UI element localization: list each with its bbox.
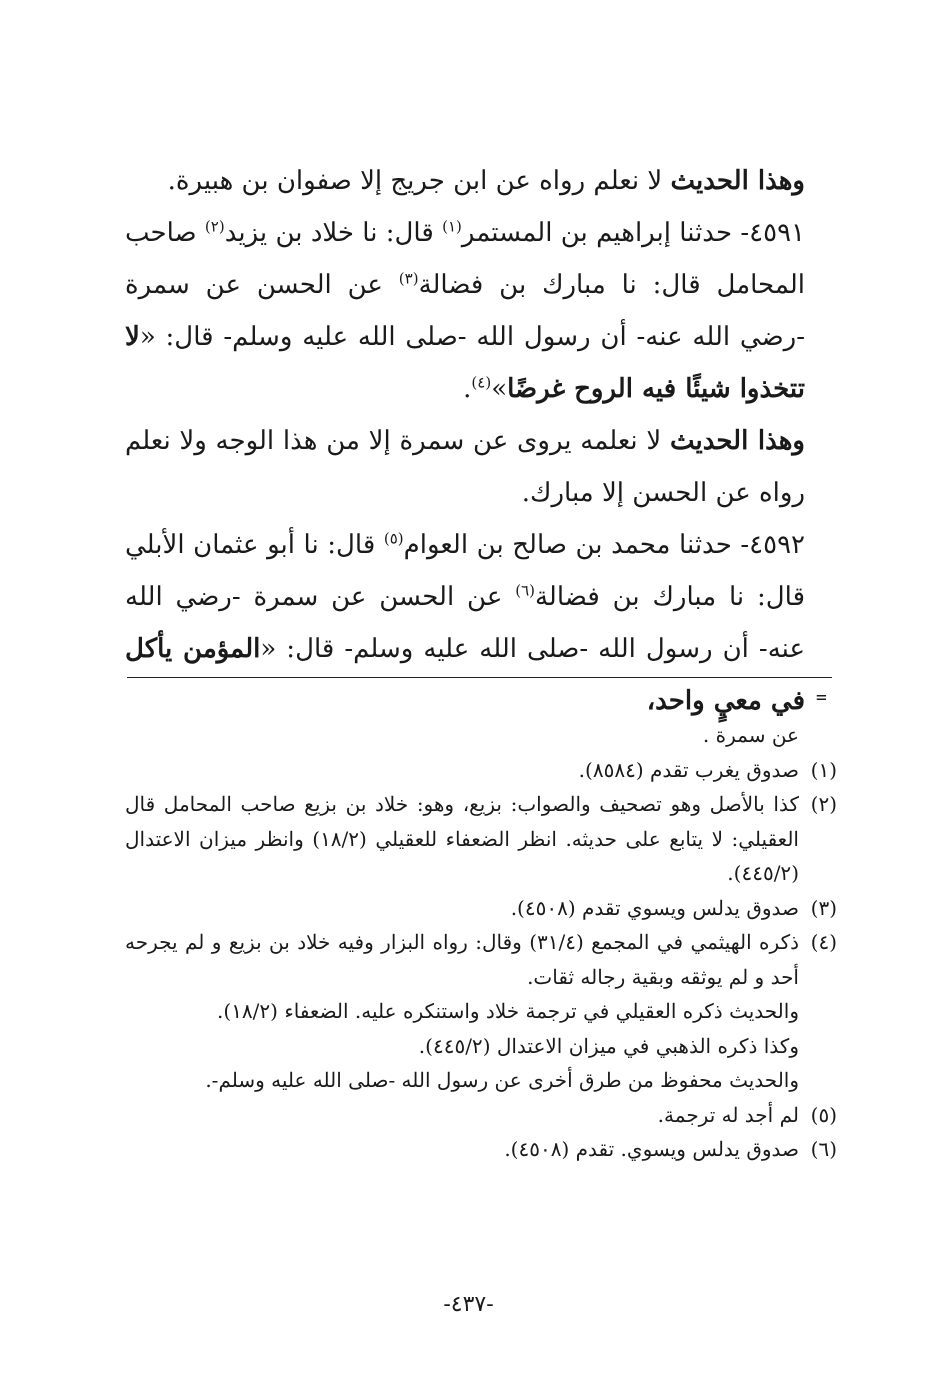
footnote-4 xyxy=(125,925,837,994)
footnote-number: (٣) xyxy=(810,895,837,920)
footnote-3 xyxy=(125,891,837,926)
footnote-ref-4[interactable]: (٤) xyxy=(471,373,492,392)
continuation-mark: = xyxy=(816,687,827,708)
footnote-separator xyxy=(127,677,832,678)
paragraph-text: لا نعلم رواه عن ابن جريج إلا صفوان بن هبيرة. xyxy=(167,166,663,196)
footnote-ref-6[interactable]: (٦) xyxy=(515,581,535,600)
quote-close: » xyxy=(491,374,508,404)
footnote-text: صدوق يغرب تقدم (٨٥٨٤). xyxy=(578,757,799,782)
footnote-text: ذكره الهيثمي في المجمع (٣١/٤) وقال: رواه البزار وفيه خلاد بن بزيع و لم يجرحه أحد و لم يوثقه وبقية رجاله ثقات. xyxy=(125,930,799,989)
footnote-number: (٥) xyxy=(810,1102,837,1127)
footnote-ref-2[interactable]: (٢) xyxy=(204,217,225,236)
footnote-text: صدوق يدلس ويسوي تقدم (٤٥٠٨). xyxy=(510,895,799,920)
hadith-4592 xyxy=(125,519,837,727)
footnote-4-continued: والحديث ذكره العقيلي في ترجمة خلاد واستنكره عليه. الضعفاء (١٨/٢). xyxy=(217,999,799,1023)
footnote-6 xyxy=(125,1132,837,1167)
footnotes xyxy=(125,718,837,1167)
isnad-text: صاحب المحامل قال: نا مبارك بن فضالة xyxy=(125,218,806,300)
footnote-number: (٢) xyxy=(810,792,837,816)
main-text xyxy=(125,155,837,727)
footnote-ref-5[interactable]: (٥) xyxy=(383,529,404,548)
isnad-text: قال: نا خلاد بن يزيد xyxy=(224,218,434,248)
paragraph-text: لا نعلمه يروى عن سمرة إلا من هذا الوجه ولا نعلم رواه عن الحسن إلا مبارك. xyxy=(125,426,805,508)
isnad-text: عن الحسن عن سمرة -رضي الله عنه- أن رسول الله -صلى الله عليه وسلم- قال: « xyxy=(125,270,805,352)
footnote-5 xyxy=(125,1098,837,1133)
hadith-4591 xyxy=(125,207,837,415)
footnote-carryover: عن سمرة . xyxy=(702,723,799,747)
hadith-number: ٤٥٩١- xyxy=(740,218,805,248)
paragraph-2 xyxy=(125,415,837,519)
page-number: -٤٣٧- xyxy=(443,1292,494,1317)
isnad-text: قال: نا أبو عثمان الأبلي قال: نا مبارك بن فضالة xyxy=(125,530,806,612)
lead-phrase: وهذا الحديث xyxy=(670,166,805,196)
footnote-ref-3[interactable]: (٣) xyxy=(398,269,419,288)
lead-phrase: وهذا الحديث xyxy=(669,426,805,456)
footnote-ref-1[interactable]: (١) xyxy=(442,217,462,236)
footnote-2 xyxy=(125,787,837,891)
footnote-number: (٤) xyxy=(810,930,837,954)
footnote-4-continued: والحديث محفوظ من طرق أخرى عن رسول الله -صلى الله عليه وسلم-. xyxy=(205,1068,799,1092)
footnote-text: صدوق يدلس ويسوي. تقدم (٤٥٠٨). xyxy=(504,1137,799,1161)
hadith-number: ٤٥٩٢- xyxy=(740,530,806,560)
hadith-matn: المؤمن يأكل في معيٍ واحد، xyxy=(125,634,805,716)
paragraph-1 xyxy=(125,155,837,207)
footnote-text: لم أجد له ترجمة. xyxy=(657,1102,799,1127)
isnad-text: حدثنا محمد بن صالح بن العوام xyxy=(403,530,732,560)
footnote-number: (٦) xyxy=(810,1137,837,1161)
isnad-text: عن الحسن عن سمرة -رضي الله عنه- أن رسول الله -صلى الله عليه وسلم- قال: « xyxy=(125,582,806,664)
hadith-matn: لا تتخذوا شيئًا فيه الروح غرضًا xyxy=(125,322,805,404)
footnote-text: كذا بالأصل وهو تصحيف والصواب: بزيع، وهو: خلاد بن بزيع صاحب المحامل قال العقيلي: لا يتابع على حديثه. انظر الضعفاء للعقيلي (١٨/٢) وانظر ميزان الاعتدال (٤٤٥/٢). xyxy=(125,792,799,885)
footnote-number: (١) xyxy=(810,757,837,782)
isnad-text: حدثنا إبراهيم بن المستمر xyxy=(461,218,733,248)
footnote-4-continued: وكذا ذكره الذهبي في ميزان الاعتدال (٤٤٥/٢). xyxy=(418,1033,799,1058)
footnote-1 xyxy=(125,753,837,788)
full-stop: . xyxy=(463,374,472,404)
